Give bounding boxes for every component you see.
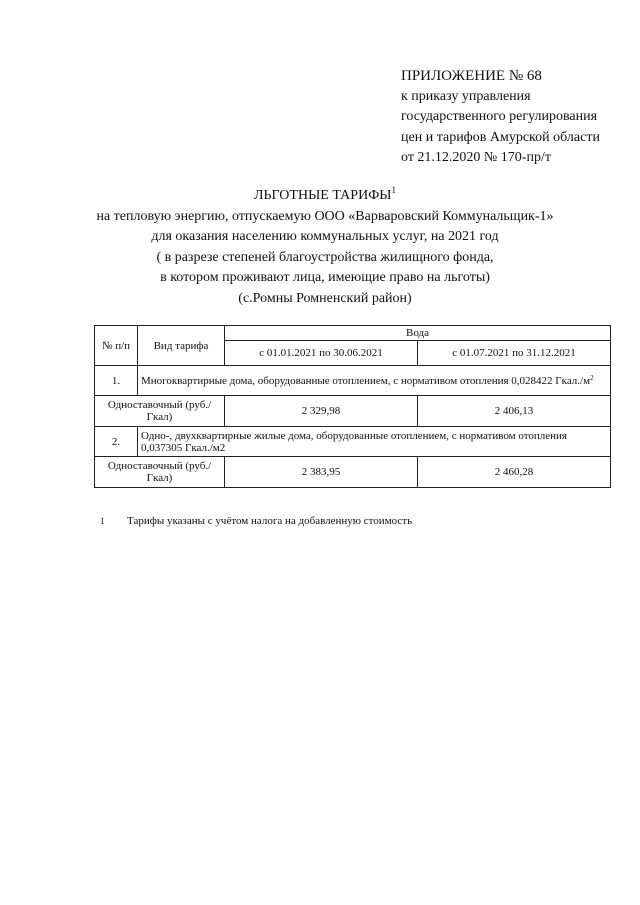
tariff-value: 2 383,95 [225,457,418,488]
header-period-2: с 01.07.2021 по 31.12.2021 [417,341,610,366]
table-row [95,366,611,396]
header-kind: Вид тарифа [138,326,225,366]
heading-line: (с.Ромны Ромненский район) [238,290,412,306]
heading-line: ( в разрезе степеней благоустройства жилищного фонда, [156,249,494,265]
tariff-value: 2 460,28 [417,457,610,488]
heading-line: в котором проживают лица, имеющие право на льготы) [160,270,490,285]
document-title-text: ЛЬГОТНЫЕ ТАРИФЫ [254,188,392,203]
table-row [95,427,611,457]
tariff-value: 2 406,13 [417,396,610,427]
header-group: Вода [225,326,611,341]
document-title [90,186,560,207]
heading-line: для оказания населению коммунальных услуг, на 2021 год [151,229,499,244]
appendix-block [401,66,636,169]
section-description-text: Одно-, двухквартирные жилые дома, оборудованные отоплением, с нормативом отопления 0,037305 Гкал./м2 [141,429,567,454]
appendix-line: цен и тарифов Амурской области [401,129,600,145]
heading-line: на тепловую энергию, отпускаемую ООО «Варваровский Коммунальщик-1» [96,208,554,224]
appendix-line: от 21.12.2020 № 170-пр/т [401,150,551,165]
table-row [95,396,611,427]
section-no: 2. [95,427,138,457]
footnote-text: Тарифы указаны с учётом налога на добавленную стоимость [127,515,413,527]
section-description [138,427,611,457]
appendix-line: государственного регулирования [401,109,598,124]
table-row [95,457,611,488]
section-no: 1. [95,366,138,396]
header-period-1: с 01.01.2021 по 30.06.2021 [225,341,418,366]
appendix-title: ПРИЛОЖЕНИЕ № 68 [401,68,542,84]
section-description-text: Многоквартирные дома, оборудованные отоплением, с нормативом отопления 0,028422 Гкал./м [141,374,591,387]
appendix-line: к приказу управления [401,88,531,104]
footnote-mark: 1 [100,516,105,526]
header-no: № п/п [95,326,138,366]
tariff-kind: Одноставочный (руб./Гкал) [95,396,225,427]
tariff-kind: Одноставочный (руб./Гкал) [95,457,225,488]
section-description [138,366,611,396]
unit-superscript: 2 [590,373,594,382]
document-heading [90,186,560,309]
tariff-value: 2 329,98 [225,396,418,427]
footnote-ref: 1 [391,185,396,195]
footnote [100,514,620,528]
tariff-table [94,325,611,488]
